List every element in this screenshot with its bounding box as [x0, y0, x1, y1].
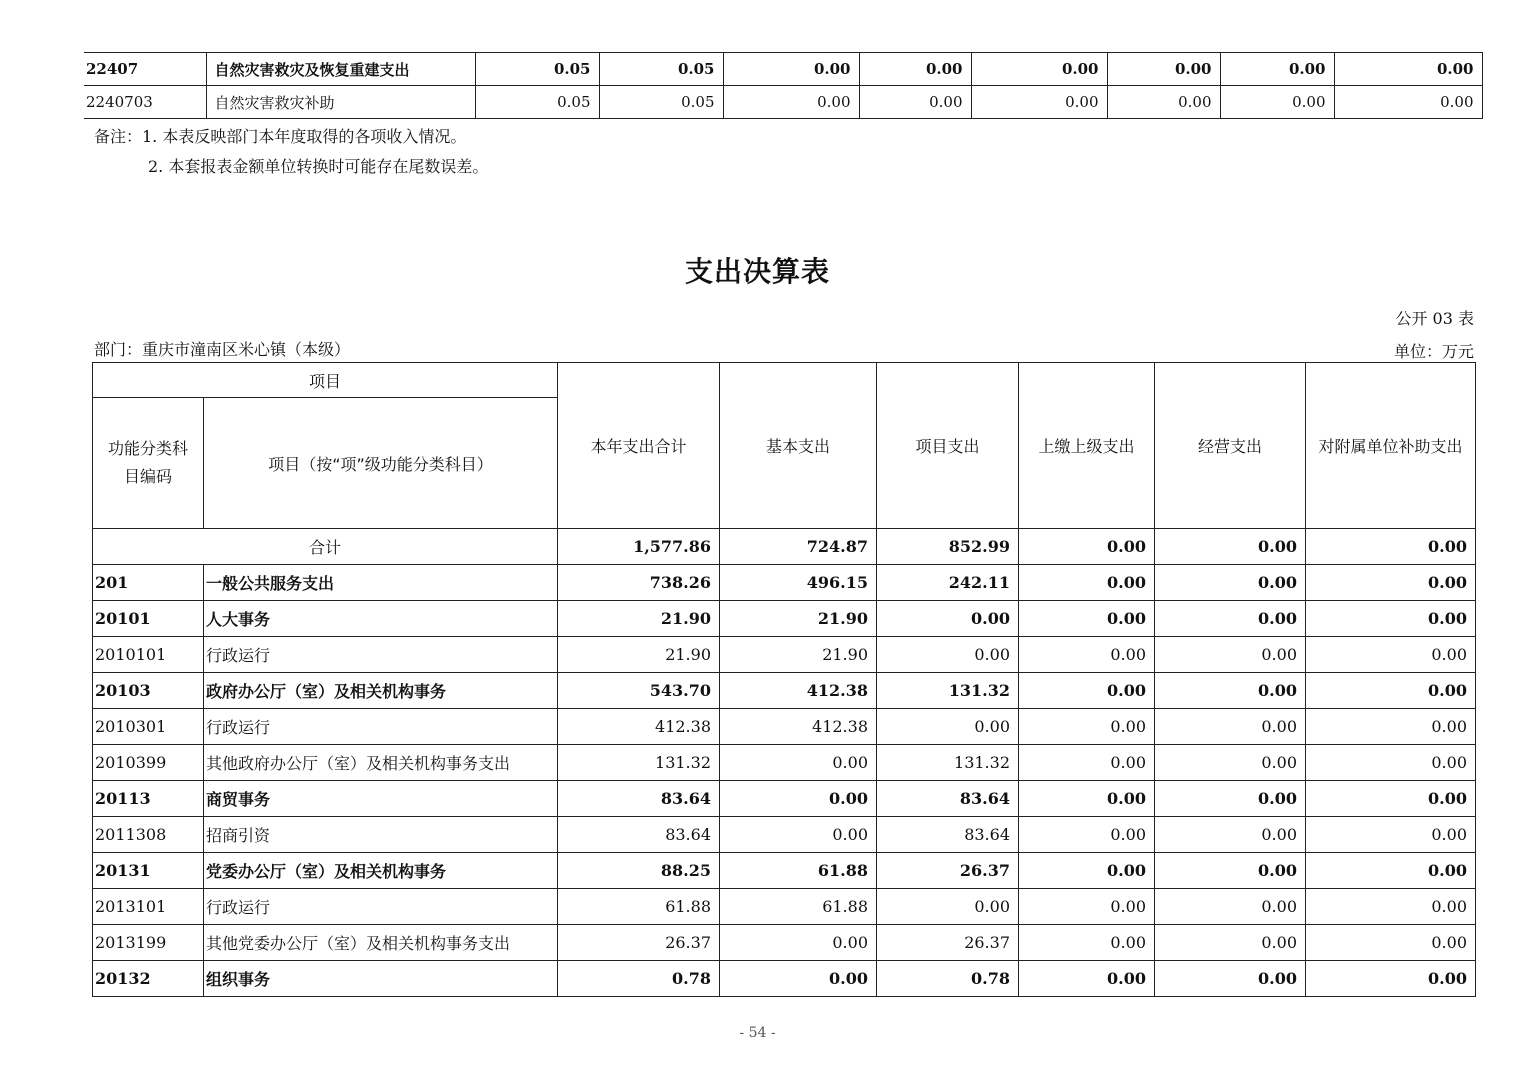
note-line-2: 2. 本套报表金额单位转换时可能存在尾数误差。: [148, 157, 489, 176]
row-value: 26.37: [877, 925, 1019, 961]
row-value: 0.00: [1220, 86, 1334, 119]
row-code: 201: [93, 565, 204, 601]
row-value: 738.26: [558, 565, 720, 601]
row-value: 0.00: [1306, 925, 1476, 961]
total-row: [93, 529, 1476, 565]
table-row: [93, 889, 1476, 925]
row-value: 0.78: [877, 961, 1019, 997]
total-value: 1,577.86: [558, 529, 720, 565]
row-code: 20101: [93, 601, 204, 637]
row-value: 0.00: [1306, 745, 1476, 781]
row-value: 0.00: [1220, 53, 1334, 86]
row-value: 0.00: [971, 53, 1107, 86]
row-value: 0.00: [1019, 961, 1155, 997]
header-col-subsidy: 对附属单位补助支出: [1306, 363, 1476, 529]
row-name: 招商引资: [204, 817, 558, 853]
total-value: 0.00: [1019, 529, 1155, 565]
row-code: 20132: [93, 961, 204, 997]
row-name: 行政运行: [204, 889, 558, 925]
row-value: 0.00: [971, 86, 1107, 119]
row-code: 2010101: [93, 637, 204, 673]
row-value: 0.05: [599, 86, 723, 119]
row-value: 0.00: [1019, 817, 1155, 853]
row-value: 88.25: [558, 853, 720, 889]
row-value: 412.38: [558, 709, 720, 745]
header-col-project: 项目支出: [877, 363, 1019, 529]
row-name: 自然灾害救灾补助: [206, 86, 475, 119]
table-row: [93, 853, 1476, 889]
row-value: 543.70: [558, 673, 720, 709]
row-value: 0.00: [877, 709, 1019, 745]
page-number: - 54 -: [739, 1025, 776, 1041]
row-value: 0.00: [859, 53, 971, 86]
row-value: 0.00: [1306, 637, 1476, 673]
row-name: 组织事务: [204, 961, 558, 997]
row-name: 自然灾害救灾及恢复重建支出: [206, 53, 475, 86]
row-value: 0.00: [1155, 889, 1306, 925]
row-value: 0.00: [1155, 637, 1306, 673]
row-value: 0.00: [1155, 565, 1306, 601]
row-value: 0.00: [1019, 601, 1155, 637]
row-value: 0.00: [1107, 86, 1220, 119]
row-value: 0.00: [1107, 53, 1220, 86]
row-value: 0.00: [1155, 709, 1306, 745]
row-value: 0.05: [475, 53, 599, 86]
row-value: 0.00: [1306, 673, 1476, 709]
row-value: 0.00: [1019, 745, 1155, 781]
table-row: [84, 86, 1482, 119]
row-code: 22407: [84, 53, 206, 86]
row-value: 0.00: [1155, 745, 1306, 781]
row-value: 0.00: [723, 53, 859, 86]
header-col-total: 本年支出合计: [558, 363, 720, 529]
row-code: 2011308: [93, 817, 204, 853]
row-value: 0.78: [558, 961, 720, 997]
total-value: 0.00: [1155, 529, 1306, 565]
row-value: 0.00: [1019, 781, 1155, 817]
row-value: 0.05: [475, 86, 599, 119]
row-code: 2013199: [93, 925, 204, 961]
row-value: 0.00: [720, 781, 877, 817]
total-value: 724.87: [720, 529, 877, 565]
table-row: [84, 53, 1482, 86]
row-value: 0.00: [877, 889, 1019, 925]
row-code: 20103: [93, 673, 204, 709]
table-row: [93, 601, 1476, 637]
row-code: 20131: [93, 853, 204, 889]
row-value: 26.37: [877, 853, 1019, 889]
note-line-1: 备注：1. 本表反映部门本年度取得的各项收入情况。: [94, 127, 467, 146]
row-value: 242.11: [877, 565, 1019, 601]
table-row: [93, 709, 1476, 745]
row-value: 0.00: [1306, 781, 1476, 817]
row-value: 0.00: [1334, 53, 1482, 86]
table-row: [93, 961, 1476, 997]
row-name: 行政运行: [204, 637, 558, 673]
row-code: 2013101: [93, 889, 204, 925]
table-id: 公开 03 表: [1395, 309, 1474, 328]
row-code: 2010399: [93, 745, 204, 781]
header-code: 功能分类科目编码: [93, 398, 204, 529]
row-value: 0.00: [723, 86, 859, 119]
row-value: 0.00: [720, 925, 877, 961]
row-value: 83.64: [558, 781, 720, 817]
row-value: 412.38: [720, 709, 877, 745]
row-value: 21.90: [720, 601, 877, 637]
row-value: 0.05: [599, 53, 723, 86]
row-name: 人大事务: [204, 601, 558, 637]
table-row: [93, 781, 1476, 817]
row-value: 21.90: [558, 637, 720, 673]
row-value: 0.00: [1306, 601, 1476, 637]
header-col-business: 经营支出: [1155, 363, 1306, 529]
row-name: 商贸事务: [204, 781, 558, 817]
row-value: 0.00: [1334, 86, 1482, 119]
row-value: 131.32: [558, 745, 720, 781]
row-code: 2240703: [84, 86, 206, 119]
table-row: [93, 637, 1476, 673]
row-value: 0.00: [1155, 601, 1306, 637]
row-value: 0.00: [1306, 565, 1476, 601]
row-value: 0.00: [1306, 709, 1476, 745]
header-name: 项目（按“项”级功能分类科目）: [204, 398, 558, 529]
row-value: 0.00: [1019, 565, 1155, 601]
row-value: 61.88: [558, 889, 720, 925]
row-value: 83.64: [558, 817, 720, 853]
row-value: 0.00: [1306, 961, 1476, 997]
row-value: 0.00: [720, 745, 877, 781]
row-value: 0.00: [1155, 673, 1306, 709]
row-value: 0.00: [1306, 853, 1476, 889]
total-value: 852.99: [877, 529, 1019, 565]
row-name: 其他政府办公厅（室）及相关机构事务支出: [204, 745, 558, 781]
row-value: 83.64: [877, 817, 1019, 853]
row-value: 0.00: [1155, 853, 1306, 889]
table-row: [93, 817, 1476, 853]
row-value: 0.00: [1019, 637, 1155, 673]
row-value: 0.00: [1155, 961, 1306, 997]
row-value: 0.00: [1019, 853, 1155, 889]
row-value: 0.00: [720, 961, 877, 997]
row-value: 0.00: [877, 601, 1019, 637]
row-value: 0.00: [1155, 781, 1306, 817]
row-value: 0.00: [1019, 673, 1155, 709]
row-name: 一般公共服务支出: [204, 565, 558, 601]
row-value: 61.88: [720, 889, 877, 925]
row-value: 0.00: [1019, 889, 1155, 925]
table-row: [93, 673, 1476, 709]
table-row: [93, 925, 1476, 961]
row-value: 61.88: [720, 853, 877, 889]
row-value: 412.38: [720, 673, 877, 709]
row-value: 131.32: [877, 673, 1019, 709]
row-name: 党委办公厅（室）及相关机构事务: [204, 853, 558, 889]
row-name: 其他党委办公厅（室）及相关机构事务支出: [204, 925, 558, 961]
row-value: 21.90: [558, 601, 720, 637]
row-name: 政府办公厅（室）及相关机构事务: [204, 673, 558, 709]
total-label: 合计: [93, 529, 558, 565]
table-row: [93, 565, 1476, 601]
row-value: 0.00: [1306, 889, 1476, 925]
row-value: 0.00: [1306, 817, 1476, 853]
row-value: 21.90: [720, 637, 877, 673]
row-value: 496.15: [720, 565, 877, 601]
row-code: 20113: [93, 781, 204, 817]
row-value: 0.00: [859, 86, 971, 119]
row-value: 0.00: [1155, 925, 1306, 961]
department-label: 部门：重庆市潼南区米心镇（本级）: [94, 340, 351, 359]
row-code: 2010301: [93, 709, 204, 745]
row-value: 0.00: [1019, 925, 1155, 961]
row-value: 0.00: [877, 637, 1019, 673]
table-row: [93, 745, 1476, 781]
page-title: 支出决算表: [684, 255, 830, 288]
unit-label: 单位：万元: [1393, 342, 1474, 361]
row-value: 0.00: [1019, 709, 1155, 745]
row-value: 0.00: [720, 817, 877, 853]
total-value: 0.00: [1306, 529, 1476, 565]
continued-income-table: [84, 52, 1483, 119]
row-name: 行政运行: [204, 709, 558, 745]
row-value: 26.37: [558, 925, 720, 961]
header-project: 项目: [93, 363, 558, 398]
expenditure-table: [92, 362, 1476, 997]
row-value: 0.00: [1155, 817, 1306, 853]
header-col-basic: 基本支出: [720, 363, 877, 529]
header-col-remit: 上缴上级支出: [1019, 363, 1155, 529]
row-value: 83.64: [877, 781, 1019, 817]
row-value: 131.32: [877, 745, 1019, 781]
